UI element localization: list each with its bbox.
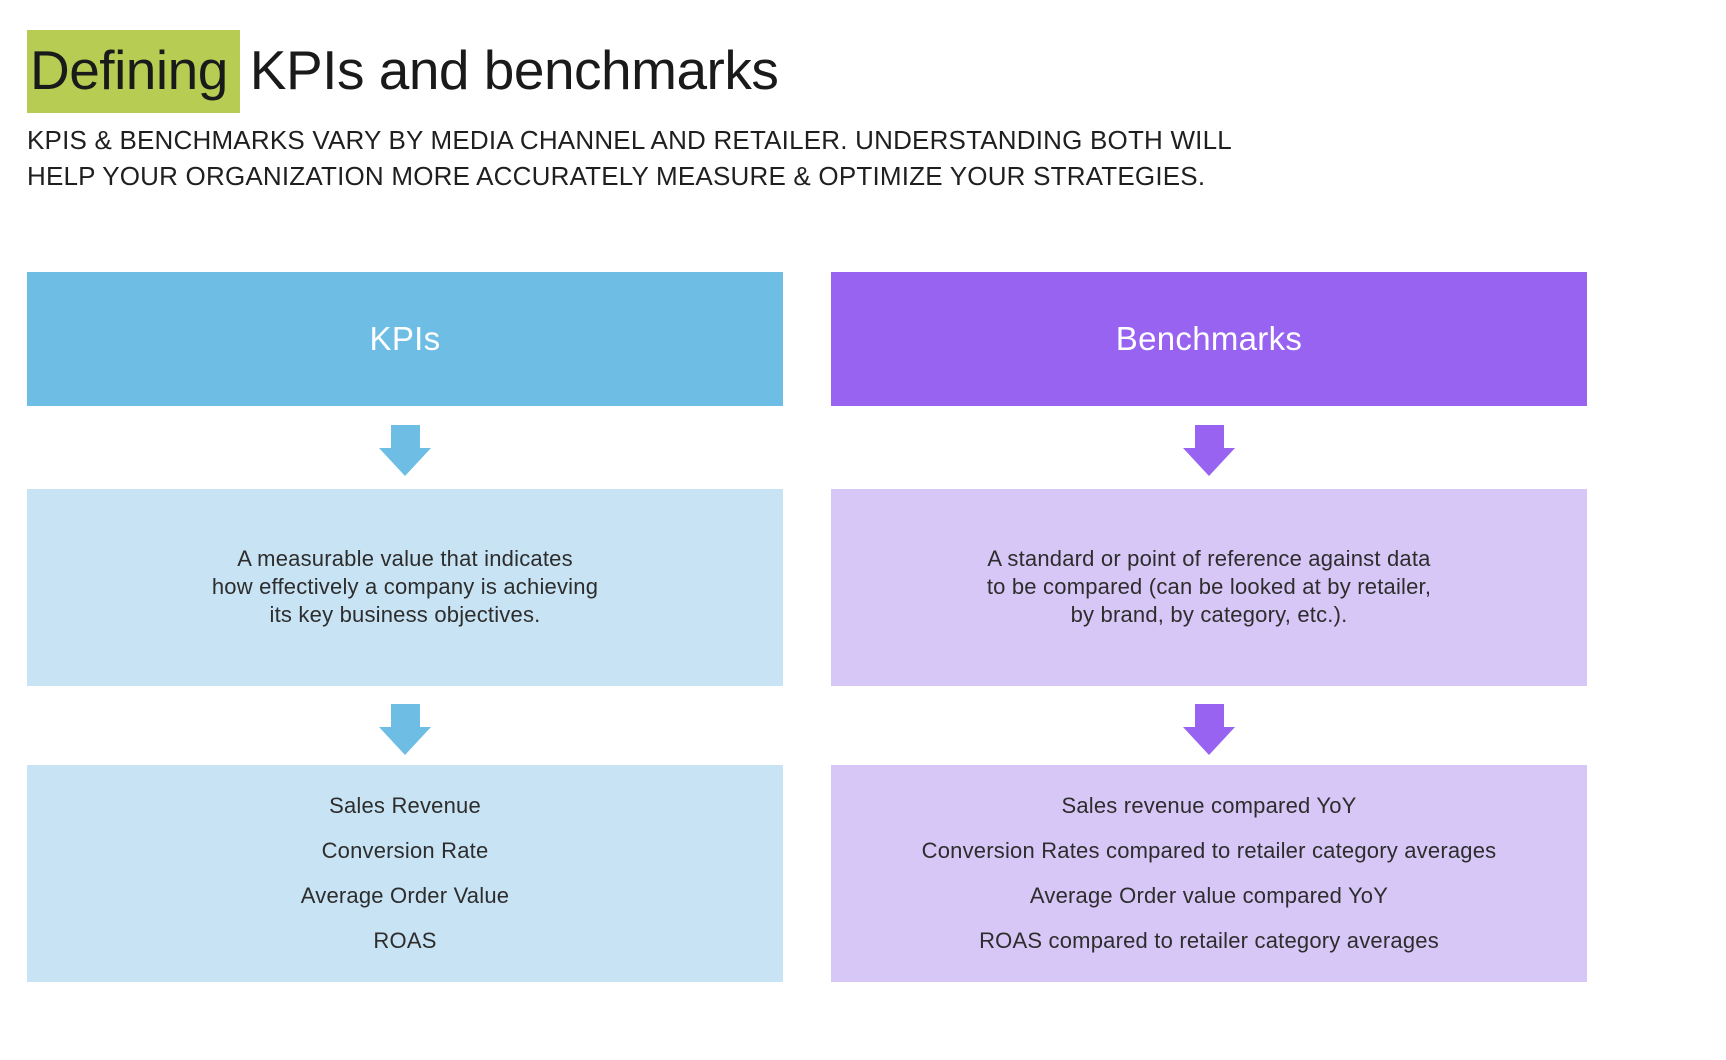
- list-item: Sales Revenue: [329, 793, 481, 819]
- down-arrow-icon: [377, 425, 433, 476]
- slide-subtitle: [27, 122, 1726, 194]
- arrow-stem: [391, 704, 420, 727]
- subtitle-line-2: HELP YOUR ORGANIZATION MORE ACCURATELY MEASURE & OPTIMIZE YOUR STRATEGIES.: [27, 160, 1206, 191]
- down-arrow-icon: [1181, 704, 1237, 755]
- benchmarks-list-box: [831, 765, 1587, 982]
- subtitle-line-1: KPIS & BENCHMARKS VARY BY MEDIA CHANNEL AND RETAILER. UNDERSTANDING BOTH WILL: [27, 124, 1232, 155]
- list-item: Conversion Rate: [321, 838, 489, 864]
- arrow-stem: [391, 425, 420, 448]
- definition-line: A standard or point of reference against data: [987, 546, 1431, 572]
- arrow-head: [1183, 448, 1235, 476]
- page-title: [27, 39, 1726, 101]
- definition-line: A measurable value that indicates: [237, 546, 573, 572]
- definition-line: by brand, by category, etc.).: [1070, 602, 1348, 628]
- kpis-header-box: [27, 272, 783, 406]
- arrow-stem: [1195, 425, 1224, 448]
- title-highlight: Defining: [27, 30, 240, 113]
- definition-line: how effectively a company is achieving: [211, 574, 599, 600]
- benchmarks-header-label: Benchmarks: [1115, 319, 1303, 357]
- kpis-definition-box: [27, 489, 783, 686]
- benchmarks-column: [831, 272, 1587, 982]
- kpis-column: [27, 272, 783, 982]
- arrow-stem: [1195, 704, 1224, 727]
- arrow-head: [379, 727, 431, 755]
- benchmarks-header-box: [831, 272, 1587, 406]
- title-rest: KPIs and benchmarks: [249, 39, 779, 101]
- kpis-list-box: [27, 765, 783, 982]
- list-item: ROAS compared to retailer category averages: [979, 928, 1439, 954]
- arrow-head: [1183, 727, 1235, 755]
- list-item: Sales revenue compared YoY: [1061, 793, 1357, 819]
- flow-columns: [27, 272, 1726, 982]
- kpis-header-label: KPIs: [369, 319, 441, 357]
- definition-line: to be compared (can be looked at by retailer,: [986, 574, 1432, 600]
- definition-line: its key business objectives.: [269, 602, 541, 628]
- list-item: ROAS: [373, 928, 437, 954]
- benchmarks-definition-box: [831, 489, 1587, 686]
- list-item: Average Order Value: [300, 883, 510, 909]
- down-arrow-icon: [1181, 425, 1237, 476]
- arrow-head: [379, 448, 431, 476]
- list-item: Average Order value compared YoY: [1029, 883, 1389, 909]
- list-item: Conversion Rates compared to retailer category averages: [921, 838, 1497, 864]
- down-arrow-icon: [377, 704, 433, 755]
